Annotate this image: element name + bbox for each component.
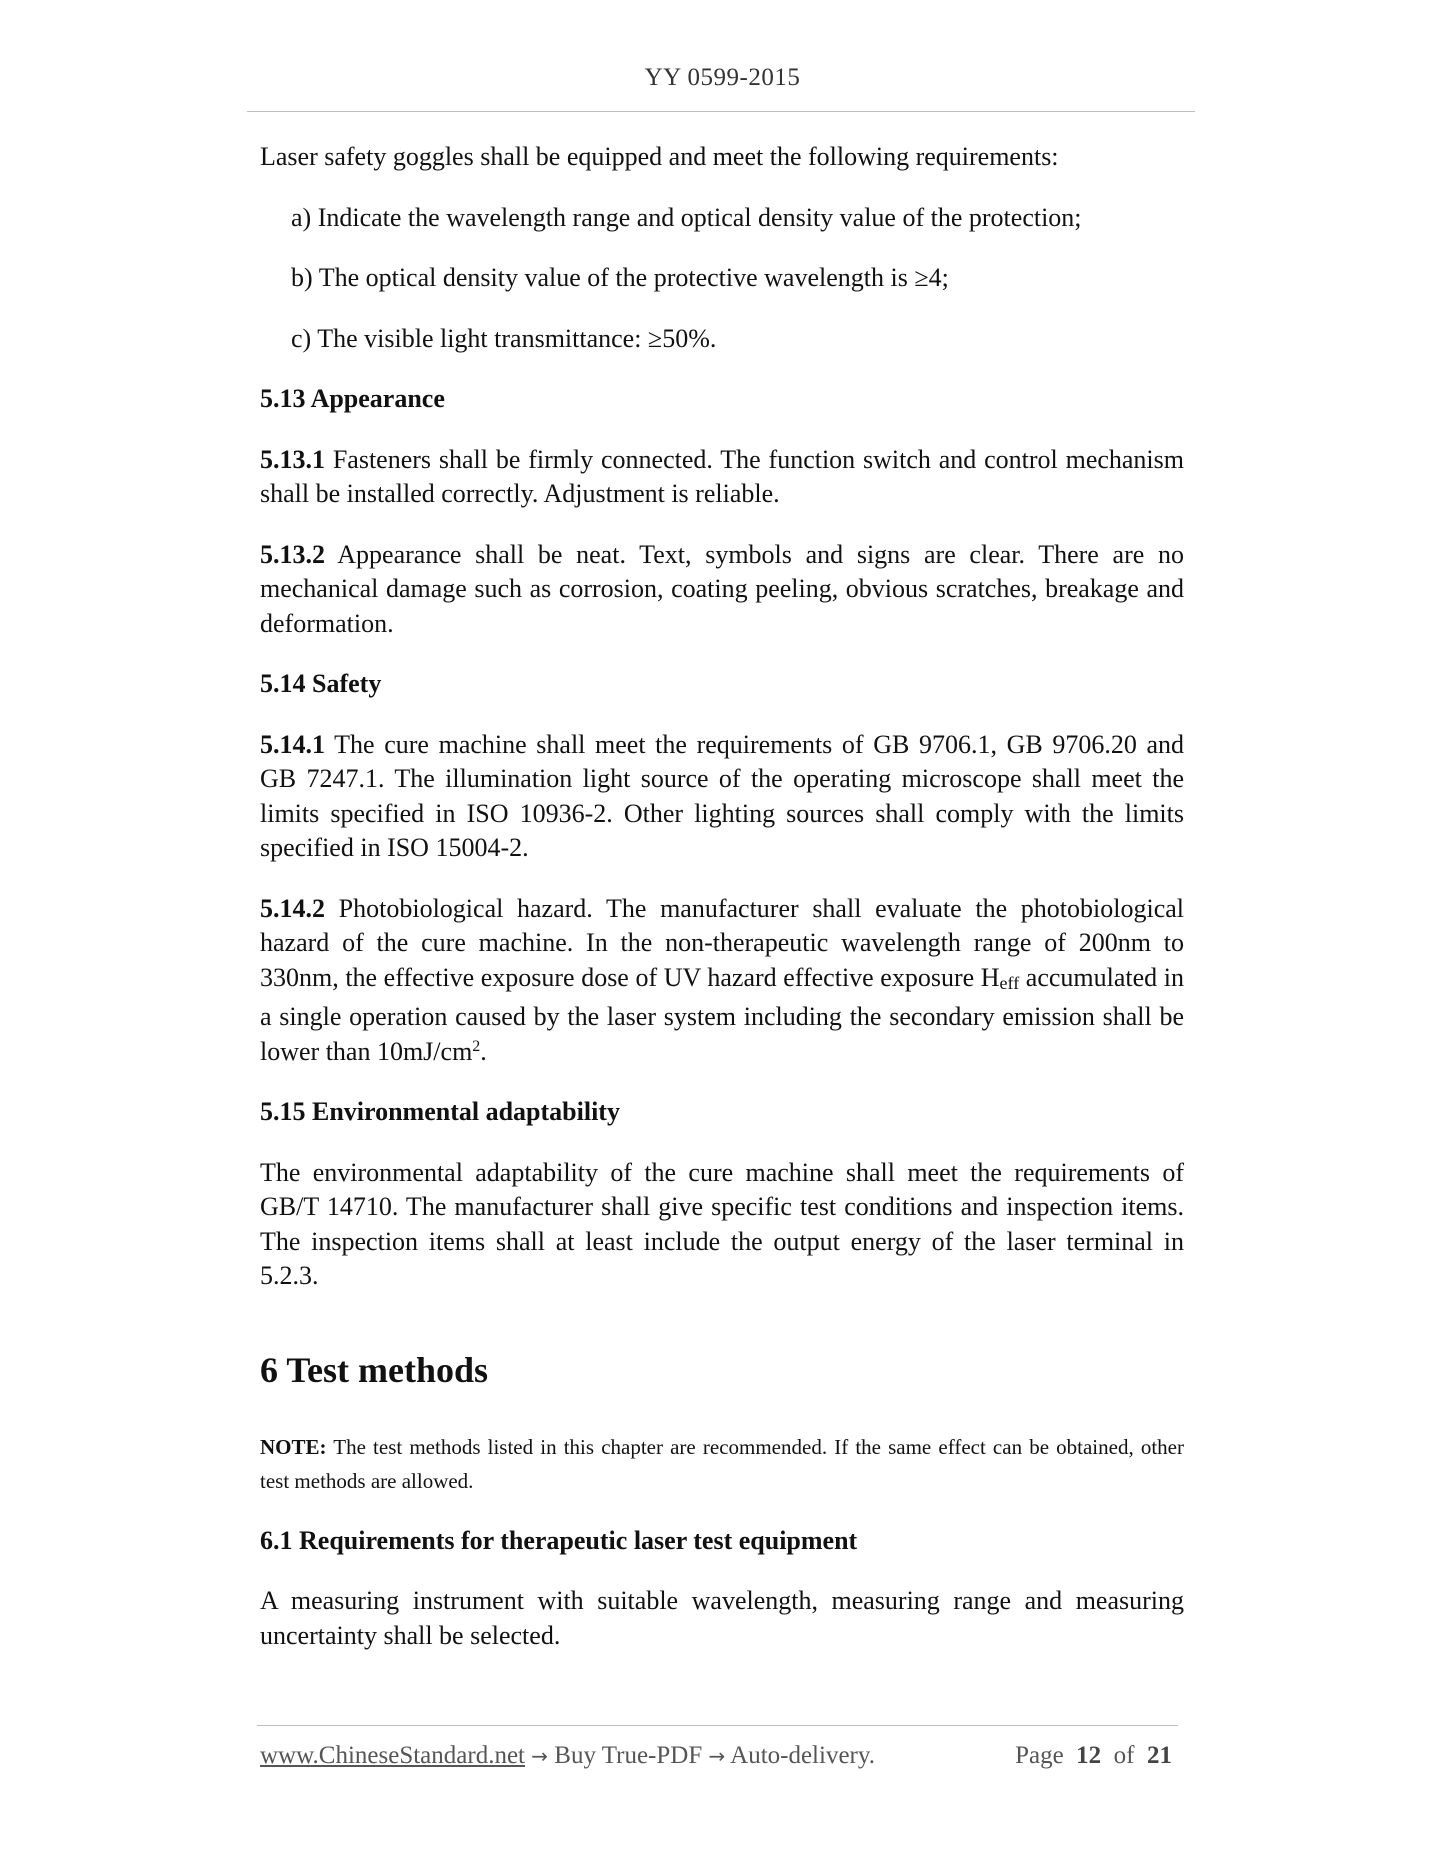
arrow-right-icon: → [531, 1744, 549, 1768]
footer-divider [257, 1725, 1178, 1726]
clause-5-14-2 [260, 892, 1184, 1070]
subscript-eff: eff [999, 972, 1020, 993]
clause-text: Photobiological hazard. The manufacturer shall evaluate the photobiological hazard of the cure machine. In the non-therapeutic wavelength range of 200nm to 330nm, the effective exposure dose of UV hazard effective exposure H [260, 893, 1184, 992]
page-total: 21 [1147, 1742, 1172, 1769]
section-5-15-text: The environmental adaptability of the cure machine shall meet the requirements of GB/T 14710. The manufacturer shall give specific test conditions and inspection items. The inspection items shall at least include the output energy of the laser terminal in 5.2.3. [260, 1157, 1184, 1290]
page-label: Page [1015, 1742, 1064, 1769]
website-link[interactable]: www.ChineseStandard.net [260, 1742, 525, 1769]
clause-number: 5.13.2 [260, 539, 325, 569]
clause-text-cont: accumulated in a single operation caused by the laser system including the secondary emission shall be lower than 10mJ/cm [260, 962, 1184, 1066]
section-5-14-heading: 5.14 Safety [260, 669, 382, 698]
note-text: The test methods listed in this chapter are recommended. If the same effect can be obtained, other test methods are allowed. [260, 1434, 1184, 1493]
page-header-title: YY 0599-2015 [644, 64, 801, 91]
note-label: NOTE: [260, 1434, 327, 1459]
clause-5-13-1 [260, 443, 1184, 512]
page-number: 12 [1076, 1742, 1102, 1769]
goggles-item-b: b) The optical density value of the protective wavelength is ≥4; [291, 263, 949, 292]
goggles-item-a: a) Indicate the wavelength range and optical density value of the protection; [291, 202, 1082, 232]
page-counter [1015, 1742, 1172, 1770]
clause-text: Appearance shall be neat. Text, symbols and signs are clear. There are no mechanical damage such as corrosion, coating peeling, obvious scratches, breakage and deformation. [260, 539, 1184, 638]
note-paragraph [260, 1430, 1184, 1498]
section-6-1-text: A measuring instrument with suitable wavelength, measuring range and measuring uncertainty shall be selected. [260, 1586, 1184, 1650]
footer-auto-text: Auto-delivery. [725, 1742, 875, 1769]
section-5-15-heading: 5.15 Environmental adaptability [260, 1097, 620, 1126]
section-6-1-heading: 6.1 Requirements for therapeutic laser test equipment [260, 1525, 858, 1555]
header-divider [247, 111, 1195, 112]
clause-text-end: . [480, 1036, 487, 1066]
goggles-intro: Laser safety goggles shall be equipped and meet the following requirements: [260, 142, 1059, 171]
goggles-item-c: c) The visible light transmittance: ≥50%. [291, 323, 717, 353]
clause-text: Fasteners shall be firmly connected. The function switch and control mechanism shall be installed correctly. Adjustment is reliable. [260, 444, 1184, 508]
document-body [260, 140, 1184, 1679]
page-footer [260, 1742, 1180, 1776]
footer-buy-text: Buy True-PDF [548, 1742, 709, 1769]
clause-number: 5.14.1 [260, 729, 325, 759]
clause-text: The cure machine shall meet the requirements of GB 9706.1, GB 9706.20 and GB 7247.1. The illumination light source of the operating microscope shall meet the limits specified in ISO 10936-2. Other lighting sources shall comply with the limits specified in ISO 15004-2. [260, 729, 1184, 862]
superscript-2: 2 [472, 1037, 481, 1055]
section-5-13-heading: 5.13 Appearance [260, 384, 445, 413]
of-label: of [1113, 1742, 1135, 1769]
clause-number: 5.13.1 [260, 444, 325, 474]
clause-number: 5.14.2 [260, 893, 325, 923]
clause-5-14-1 [260, 728, 1184, 866]
clause-5-13-2 [260, 538, 1184, 642]
arrow-right-icon: → [708, 1744, 726, 1768]
chapter-6-heading: 6 Test methods [260, 1349, 489, 1390]
footer-promo [260, 1742, 875, 1770]
